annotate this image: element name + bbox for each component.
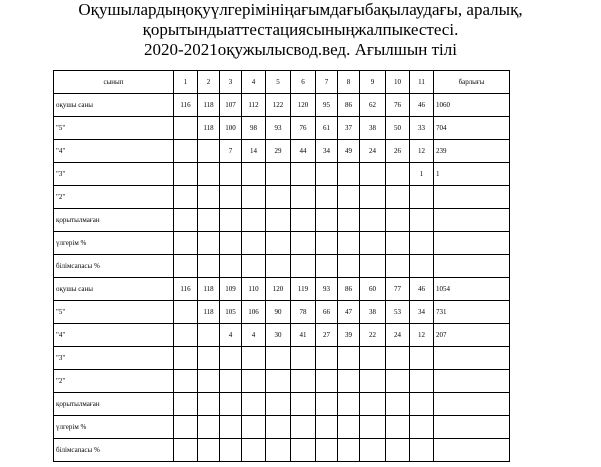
value-cell [242,347,266,370]
total-cell: 1060 [434,94,510,117]
table-row [54,439,510,462]
value-cell [386,255,410,278]
value-cell [291,186,316,209]
value-cell [316,370,338,393]
row-label: "5" [54,301,174,324]
value-cell [242,232,266,255]
table-header-row [54,71,510,94]
value-cell [338,393,360,416]
value-cell [174,416,198,439]
value-cell [174,117,198,140]
value-cell: 93 [266,117,291,140]
value-cell [386,393,410,416]
value-cell [198,393,220,416]
value-cell: 93 [316,278,338,301]
value-cell [338,209,360,232]
value-cell [198,163,220,186]
value-cell [360,186,386,209]
total-cell [434,255,510,278]
value-cell [198,209,220,232]
total-cell [434,416,510,439]
row-label: қорытылмаған [54,393,174,416]
total-cell: 207 [434,324,510,347]
value-cell [220,347,242,370]
value-cell: 44 [291,140,316,163]
value-cell [198,140,220,163]
value-cell [174,186,198,209]
value-cell: 50 [386,117,410,140]
value-cell: 109 [220,278,242,301]
value-cell: 12 [410,324,434,347]
value-cell [198,324,220,347]
value-cell [360,439,386,462]
total-cell [434,439,510,462]
value-cell [338,347,360,370]
value-cell [291,209,316,232]
row-label: үлгерім % [54,416,174,439]
value-cell [360,347,386,370]
total-cell [434,393,510,416]
value-cell: 110 [242,278,266,301]
value-cell [410,416,434,439]
value-cell: 60 [360,278,386,301]
value-cell [338,186,360,209]
table-row [54,301,510,324]
table-row [54,416,510,439]
value-cell [220,209,242,232]
value-cell [386,163,410,186]
table-row [54,232,510,255]
value-cell [316,347,338,370]
value-cell [386,347,410,370]
value-cell [291,347,316,370]
value-cell [291,416,316,439]
value-cell: 39 [338,324,360,347]
row-label: білімсапасы % [54,439,174,462]
total-cell [434,186,510,209]
table-row [54,209,510,232]
value-cell: 46 [410,278,434,301]
value-cell [410,186,434,209]
value-cell [291,255,316,278]
value-cell [338,439,360,462]
value-cell: 24 [386,324,410,347]
value-cell [174,347,198,370]
column-header-grade: 2 [198,71,220,94]
value-cell [338,255,360,278]
value-cell: 116 [174,278,198,301]
value-cell [360,393,386,416]
value-cell [386,370,410,393]
value-cell [220,163,242,186]
column-header-grade: 3 [220,71,242,94]
value-cell [242,209,266,232]
value-cell: 37 [338,117,360,140]
value-cell: 112 [242,94,266,117]
value-cell: 4 [242,324,266,347]
value-cell [266,439,291,462]
value-cell [291,439,316,462]
row-label: білімсапасы % [54,255,174,278]
value-cell [386,186,410,209]
value-cell [198,439,220,462]
table-row [54,94,510,117]
table-body [54,71,510,462]
value-cell [174,301,198,324]
table-row [54,370,510,393]
value-cell [316,209,338,232]
row-label: "2" [54,186,174,209]
column-header-grade: 9 [360,71,386,94]
value-cell: 30 [266,324,291,347]
title-line-1: Оқушылардыңоқуүлгерімініңағымдағыбақылаудағы, аралық, [78,0,523,19]
column-header-total: барлығы [434,71,510,94]
value-cell [266,255,291,278]
value-cell [291,370,316,393]
value-cell: 29 [266,140,291,163]
total-cell: 1054 [434,278,510,301]
value-cell: 1 [410,163,434,186]
value-cell [174,140,198,163]
value-cell [242,393,266,416]
value-cell: 76 [386,94,410,117]
value-cell [242,370,266,393]
value-cell: 118 [198,278,220,301]
total-cell: 704 [434,117,510,140]
value-cell [338,370,360,393]
value-cell: 22 [360,324,386,347]
value-cell [174,324,198,347]
value-cell: 38 [360,117,386,140]
value-cell [266,209,291,232]
value-cell [174,393,198,416]
value-cell: 120 [291,94,316,117]
value-cell [410,209,434,232]
column-header-grade: 4 [242,71,266,94]
value-cell: 14 [242,140,266,163]
value-cell: 7 [220,140,242,163]
value-cell [360,209,386,232]
value-cell [242,439,266,462]
column-header-grade: 7 [316,71,338,94]
value-cell [360,255,386,278]
value-cell [291,232,316,255]
value-cell [291,393,316,416]
value-cell [266,370,291,393]
table-row [54,140,510,163]
value-cell: 106 [242,301,266,324]
value-cell: 46 [410,94,434,117]
value-cell: 77 [386,278,410,301]
row-label: оқушы саны [54,278,174,301]
column-header-grade: 6 [291,71,316,94]
value-cell [198,232,220,255]
value-cell [410,232,434,255]
row-label: "3" [54,347,174,370]
value-cell [198,347,220,370]
value-cell [338,163,360,186]
value-cell: 26 [386,140,410,163]
value-cell [266,393,291,416]
value-cell: 118 [198,301,220,324]
table-row [54,347,510,370]
row-label: үлгерім % [54,232,174,255]
value-cell: 41 [291,324,316,347]
row-label: "3" [54,163,174,186]
value-cell [338,232,360,255]
value-cell [360,163,386,186]
value-cell [220,255,242,278]
value-cell: 34 [316,140,338,163]
value-cell [316,163,338,186]
value-cell: 107 [220,94,242,117]
value-cell [220,416,242,439]
value-cell [266,232,291,255]
value-cell [174,163,198,186]
value-cell [242,416,266,439]
value-cell [242,255,266,278]
value-cell: 116 [174,94,198,117]
value-cell [174,370,198,393]
row-label: "4" [54,140,174,163]
value-cell [291,163,316,186]
document-title [0,0,601,60]
value-cell: 76 [291,117,316,140]
column-header-grade: 8 [338,71,360,94]
value-cell [220,232,242,255]
value-cell [316,232,338,255]
table-row [54,324,510,347]
row-label: "2" [54,370,174,393]
value-cell: 47 [338,301,360,324]
value-cell [410,393,434,416]
value-cell [316,393,338,416]
row-label: қорытылмаған [54,209,174,232]
value-cell [360,370,386,393]
statistics-table [53,70,510,462]
value-cell: 34 [410,301,434,324]
value-cell [316,255,338,278]
total-cell [434,370,510,393]
value-cell [386,439,410,462]
value-cell [316,186,338,209]
value-cell [220,439,242,462]
value-cell [266,416,291,439]
value-cell: 100 [220,117,242,140]
row-label: "5" [54,117,174,140]
value-cell [386,232,410,255]
value-cell [266,163,291,186]
value-cell [386,416,410,439]
table-row [54,186,510,209]
value-cell [386,209,410,232]
value-cell: 33 [410,117,434,140]
value-cell [410,255,434,278]
value-cell: 119 [291,278,316,301]
value-cell [360,416,386,439]
value-cell [242,186,266,209]
value-cell: 86 [338,278,360,301]
value-cell [174,255,198,278]
value-cell: 105 [220,301,242,324]
value-cell [338,416,360,439]
column-header-grade: 5 [266,71,291,94]
value-cell: 27 [316,324,338,347]
value-cell: 62 [360,94,386,117]
total-cell [434,347,510,370]
table-row [54,255,510,278]
table-row [54,117,510,140]
value-cell: 38 [360,301,386,324]
value-cell [220,370,242,393]
title-line-3: 2020-2021оқужылысвод.вед. Ағылшын тілі [144,40,457,59]
value-cell: 118 [198,117,220,140]
total-cell [434,209,510,232]
value-cell: 90 [266,301,291,324]
value-cell [198,186,220,209]
value-cell: 24 [360,140,386,163]
total-cell: 1 [434,163,510,186]
table-row [54,393,510,416]
value-cell: 4 [220,324,242,347]
value-cell [220,186,242,209]
value-cell: 118 [198,94,220,117]
value-cell [174,232,198,255]
value-cell: 66 [316,301,338,324]
value-cell: 86 [338,94,360,117]
row-label: оқушы саны [54,94,174,117]
row-label: "4" [54,324,174,347]
value-cell [266,186,291,209]
value-cell [198,255,220,278]
value-cell [174,439,198,462]
total-cell: 239 [434,140,510,163]
value-cell [174,209,198,232]
value-cell: 61 [316,117,338,140]
title-line-2: қорытындыаттестациясыныңжалпыкестесі. [142,20,459,39]
table-row [54,163,510,186]
value-cell: 95 [316,94,338,117]
value-cell [198,370,220,393]
value-cell [410,347,434,370]
total-cell [434,232,510,255]
value-cell [242,163,266,186]
value-cell [410,439,434,462]
value-cell [316,416,338,439]
column-header-grade: 1 [174,71,198,94]
column-header-grade: 10 [386,71,410,94]
value-cell [220,393,242,416]
value-cell: 120 [266,278,291,301]
value-cell [316,439,338,462]
value-cell [266,347,291,370]
table-row [54,278,510,301]
value-cell: 53 [386,301,410,324]
value-cell: 122 [266,94,291,117]
value-cell: 98 [242,117,266,140]
value-cell [198,416,220,439]
column-header-grade: 11 [410,71,434,94]
value-cell: 78 [291,301,316,324]
value-cell: 49 [338,140,360,163]
value-cell [360,232,386,255]
value-cell: 12 [410,140,434,163]
total-cell: 731 [434,301,510,324]
value-cell [410,370,434,393]
column-header-class: сынып [54,71,174,94]
